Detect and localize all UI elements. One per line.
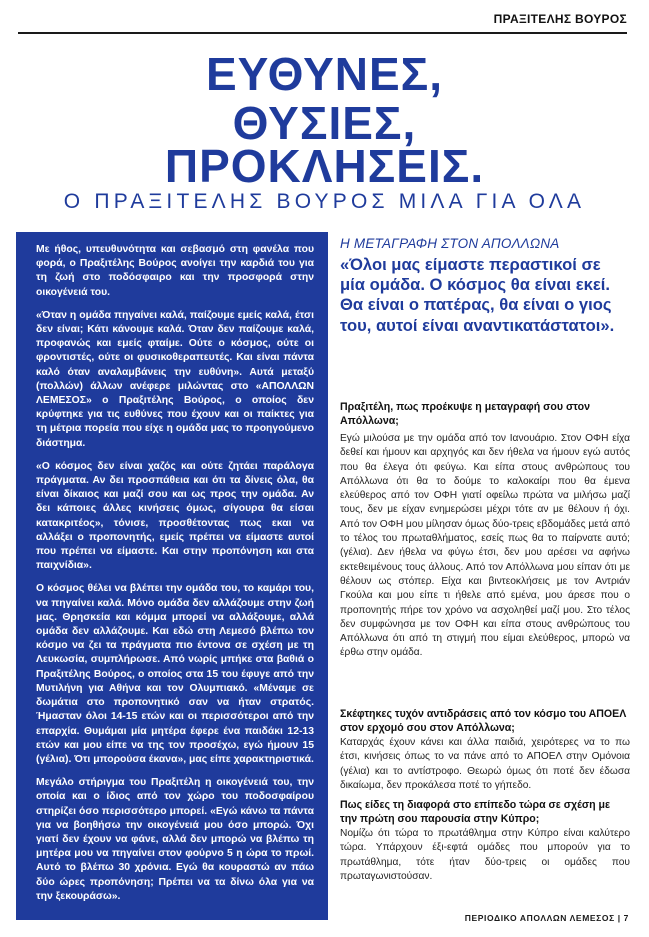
intro-paragraph: Μεγάλο στήριγμα του Πραξιτέλη η οικογένειά του, την οποία και ο ίδιος από τον χώρο του ποδοσφαίρου στηρίζει όσο περισσότερο μπορεί. «Εγώ κάνω τα πάντα για να βοηθήσω την οικογένειά μου όσο μπορώ. Όχι γιατί δεν έχουν να φάνε, αλλά δεν μπορώ να βλέπω τη μητέρα μου να πηγαίνει στον φούρνο 5 η ώρα το πρωί. Αυτό το βλέπω 30 χρόνια. Εγώ θα κουραστώ αν πάω δύο ώρες προπόνηση; Πρέπει να τα δίνω όλα για να την ξεκουράσω». [36,777,314,902]
page-footer: ΠΕΡΙΟΔΙΚΟ ΑΠΟΛΛΩΝ ΛΕΜΕΣΟΣ | 7 [464,913,629,923]
interview-question: Σκέφτηκες τυχόν αντιδράσεις από τον κόσμο του ΑΠΟΕΛ στον ερχομό σου στον Απόλλωνα; [340,708,627,734]
headline-line-1: ΕΥΘΥΝΕΣ, [205,48,444,100]
interview-question: Πως είδες τη διαφορά στο επίπεδο τώρα σε σχέση με την πρώτη σου παρουσία στην Κύπρο; [340,799,611,825]
pull-quote: «Όλοι μας είμαστε περαστικοί σε μία ομάδα. Ο κόσμος θα είναι εκεί. Θα είναι ο πατέρας, θα είναι ο γιος του, αυτοί είναι αναντικατάστατοι». [340,255,615,335]
interview-answer: Νομίζω ότι τώρα το πρωτάθλημα στην Κύπρο είναι καλύτερο τώρα. Υπάρχουν έξι-εφτά ομάδες που μπορούν για το πρωτάθλημα, τότε ήταν δύο-τρεις οι ομάδες που πρωταγωνιστούσαν. [340,828,630,882]
intro-paragraph: «Όταν η ομάδα πηγαίνει καλά, παίζουμε εμείς καλά, έτσι δεν είναι; Κάτι κάνουμε καλά. Όταν δεν παίζουμε καλά, προφανώς και εμείς φταίμε. Ούτε ο κόσμος, ούτε οι φροντιστές, ούτε οι φυσικοθεραπευτές. Και είναι πάντα καλό όταν αναλαμβάνεις την ευθύνη». Αυτά μεταξύ (πολλών) άλλων ανέφερε μιλώντας στο «ΑΠΟΛΛΩΝ ΛΕΜΕΣΟΣ» ο Πραξιτέλης Βούρος, ο οποίος δεν κρύφτηκε για τις ευθύνες που έχουν και οι παίκτες για τη μέτρια πορεία που είχε η ομάδα μας το προηγούμενο διάστημα. [36,309,314,449]
interview-column [340,236,630,882]
section-label: Η ΜΕΤΑΓΡΑΦΗ ΣΤΟΝ ΑΠΟΛΛΩΝΑ [340,236,560,251]
running-header [18,8,627,34]
headline-line-3: ΠΡΟΚΛΗΣΕΙΣ. [164,140,485,192]
running-header-name: ΠΡΑΞΙΤΕΛΗΣ ΒΟΥΡΟΣ [493,12,627,26]
interview-answer: Καταρχάς έχουν κάνει και άλλα παιδιά, χειρότερες να το πω έτσι, κινήσεις όπως το να πάνε από το ΑΠΟΕΛ στην Ομόνοια (γέλια) και το αντίστροφο. Θεωρώ όμως ότι ποτέ δεν έδωσα δικαίωμα, δεν προκάλεσα ποτέ το γήπεδο. [340,737,630,791]
intro-paragraph: «Ο κόσμος δεν είναι χαζός και ούτε ζητάει παράλογα πράγματα. Αν δει προσπάθεια και ότι τα δίνεις όλα, θα είναι δίκαιος και μαζί σου και ως προς την ομάδα. Αν δει κάποιες άλλες κινήσεις όμως, σίγουρα θα είσαι κατακριτέος», τόνισε, προσθέτοντας πως εκαι να αλλάξει ο προπονητής, εμείς πρέπει να είμαστε αυτοί που πρέπει να είμαστε. Και στην προπόνηση και στα παιχνίδια». [36,460,314,572]
intro-paragraph: Με ήθος, υπευθυνότητα και σεβασμό στη φανέλα που φορά, ο Πραξιτέλης Βούρος ανοίγει την καρδιά του για τη ζωή στο ποδόσφαιρο και την προσφορά στην οικογένειά του. [36,244,314,298]
intro-column [16,232,328,920]
headline-subtitle: Ο ΠΡΑΞΙΤΕΛΗΣ ΒΟΥΡΟΣ ΜΙΛΑ ΓΙΑ ΟΛΑ [63,190,586,213]
interview-question: Πραξιτέλη, πως προέκυψε η μεταγραφή σου στον Απόλλωνα; [340,401,590,427]
intro-paragraph: Ο κόσμος θέλει να βλέπει την ομάδα του, το καμάρι του, να πηγαίνει καλά. Μόνο ομάδα δεν αλλάζουμε στην ζωή μας. Θρησκεία και κόμμα μπορεί να αλλάξουμε, αλλά ομάδα δεν αλλάζουμε. Και εδώ στη Λεμεσό βλέπω τον κόσμο να ζει τα πράγματα πιο έντονα σε σχέση με τη Λευκωσία, συμπλήρωσε. Από νωρίς μπήκε στα βαθιά ο Πραξιτέλης Βούρος, ο οποίος στα 15 του έφυγε από την Μυτιλήνη για Αθήνα και τον Ολυμπιακό. «Μέναμε σε δωμάτια στο προπονητικό σαν να ήταν στρατός. Ήμασταν όλοι 14-15 ετών και οι περισσότεροι από την επαρχία. Θυμάμαι μία μητέρα έφερε ένα παιδάκι 12-13 ετών και μου είπε να της τον προσέχω, εγώ ήμουν 15 (γέλια). Ότι μπορούσα έκανα», μας είπε χαρακτηριστικά. [36,583,314,765]
headline-line-2: ΘΥΣΙΕΣ, [232,97,417,149]
interview-answer: Εγώ μιλούσα με την ομάδα από τον Ιανουάριο. Στον ΟΦΗ είχα δεθεί και ήμουν και αρχηγός και δεν ήθελα να ήμουν εγώ αυτός που θα έλεγα ότι φεύγω. Και είπα στους ανθρώπους του Απόλλωνα ότι θα το δούμε το καλοκαίρι που θα έμενα ελεύθερος από τον ΟΦΗ γιατί οφείλω πρώτα να μιλήσω μαζί τους, δεν με είχαν ενημερώσει μέχρι τότε αν με θέλουν ή όχι. Από τον ΟΦΗ μου μίλησαν όμως δύο-τρεις εβδομάδες μετά από το τέλος του πρωταθλήματος, εσείς πως θα το παίρνατε αυτό; (γέλια). Δεν ήθελα να φύγω έτσι, δεν μου αρέσει να αφήνω εκτεθειμένους τους άλλους. Από τον Απόλλωνα μου είπαν ότι με θέλουν ως στόπερ. Είχα και βιντεοκλήσεις με τον Αντριάν Γκούλα και μου είπε τι ήθελε από εμένα, μου άρεσε που ο προπονητής πήρε τον χρόνο να ασχοληθεί μαζί μου. Στο τέλος δεν συμφώνησα με τον ΟΦΗ και είπα στους ανθρώπους του Απόλλωνα ότι από τη στιγμή που είμαι ελεύθερος, μπορώ να έρθω στην ομάδα. [340,433,630,659]
